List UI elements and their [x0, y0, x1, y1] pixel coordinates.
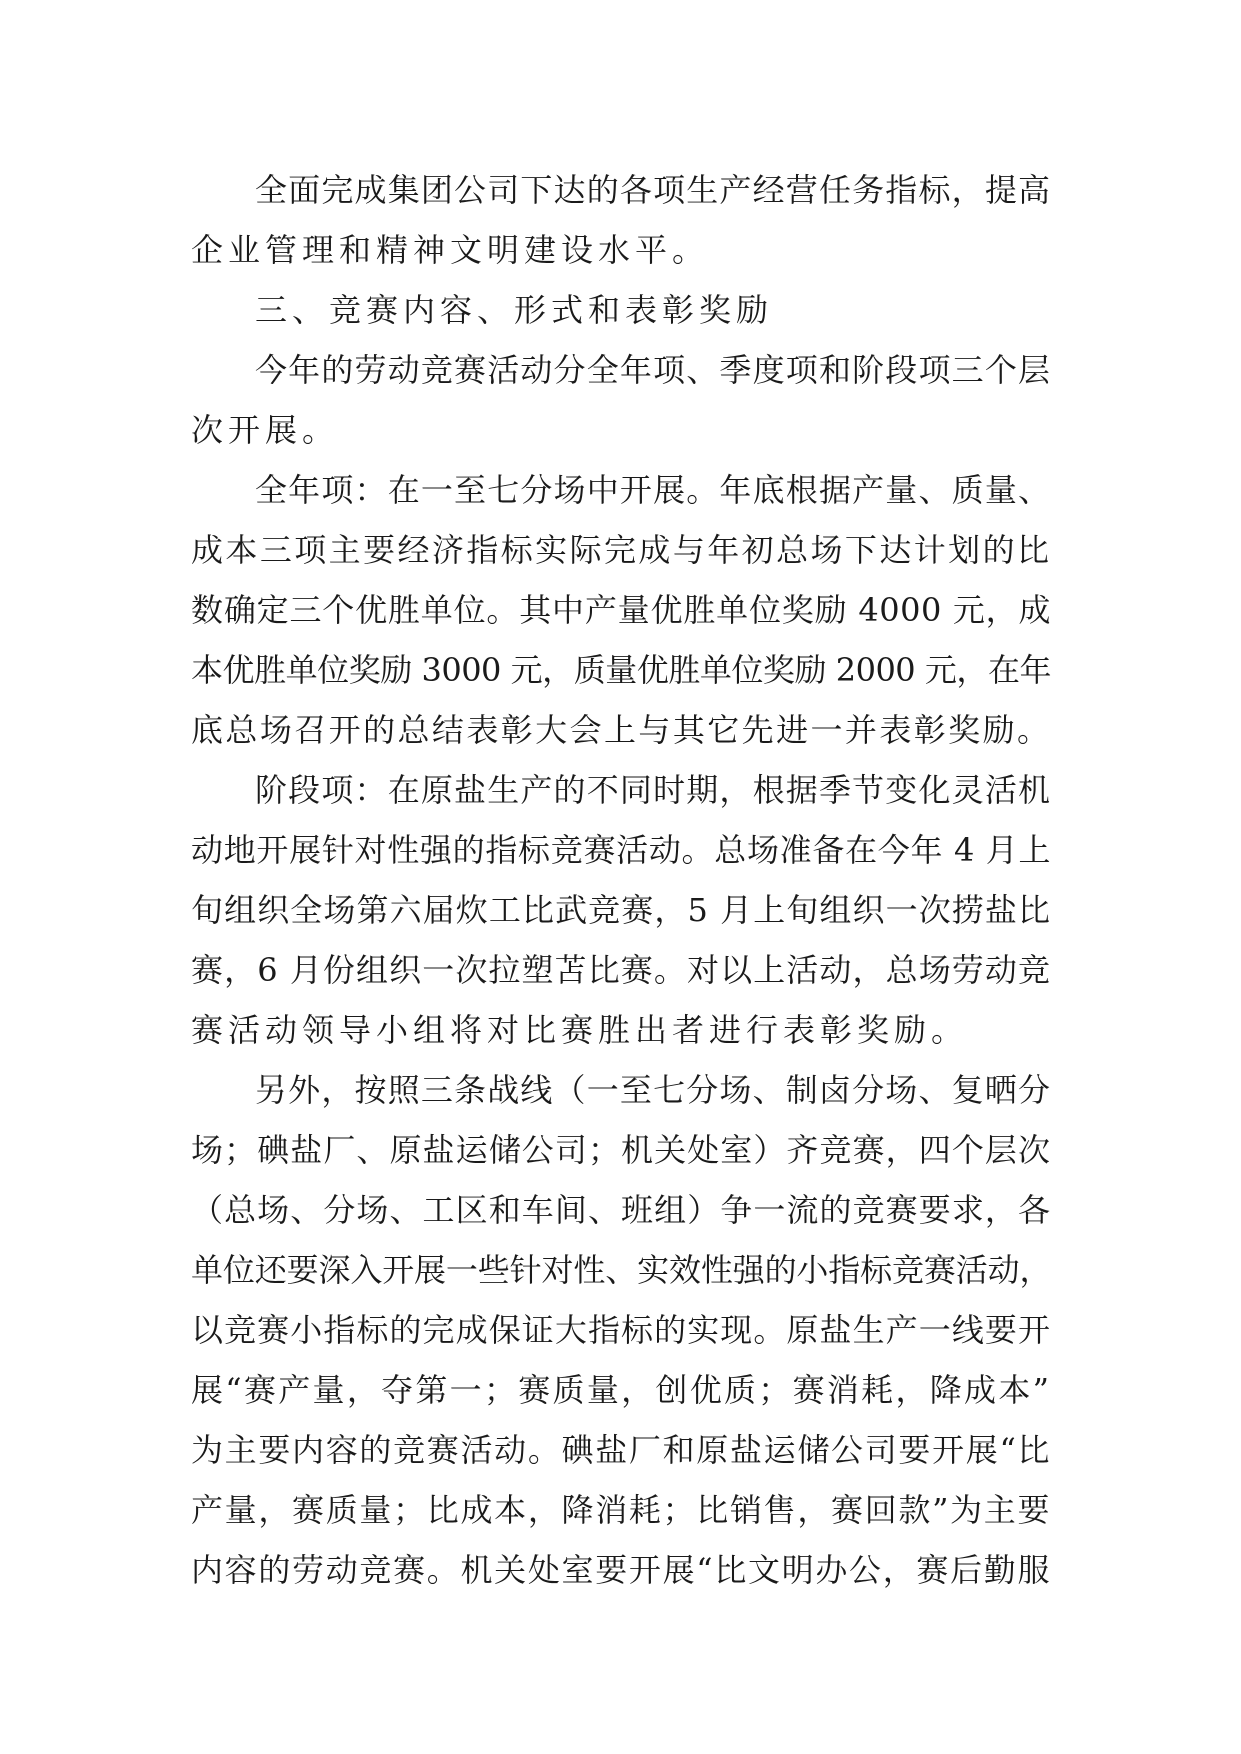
text-line: 阶段项：在原盐生产的不同时期，根据季节变化灵活机	[255, 771, 1051, 809]
text-line: 单位还要深入开展一些针对性、实效性强的小指标竞赛活动，	[191, 1251, 1051, 1289]
text-line: 赛活动领导小组将对比赛胜出者进行表彰奖励。	[191, 1011, 969, 1049]
text-line: 全面完成集团公司下达的各项生产经营任务指标，提高	[255, 171, 1051, 209]
text-line: 以竞赛小指标的完成保证大指标的实现。原盐生产一线要开	[191, 1311, 1051, 1349]
text-line: 场；碘盐厂、原盐运储公司；机关处室）齐竞赛，四个层次	[191, 1131, 1051, 1169]
document-body	[191, 160, 1051, 1600]
text-line: 企业管理和精神文明建设水平。	[191, 231, 710, 269]
text-line: 内容的劳动竞赛。机关处室要开展“比文明办公，赛后勤服	[191, 1551, 1051, 1589]
text-line: （总场、分场、工区和车间、班组）争一流的竞赛要求，各	[191, 1191, 1051, 1229]
text-line: 数确定三个优胜单位。其中产量优胜单位奖励 4000 元，成	[191, 591, 1051, 629]
text-line: 动地开展针对性强的指标竞赛活动。总场准备在今年 4 月上	[191, 831, 1051, 869]
text-line: 产量，赛质量；比成本，降消耗；比销售，赛回款”为主要	[191, 1491, 1051, 1529]
text-line: 次开展。	[191, 411, 340, 449]
text-line: 成本三项主要经济指标实际完成与年初总场下达计划的比	[191, 531, 1051, 569]
text-line: 全年项：在一至七分场中开展。年底根据产量、质量、	[255, 471, 1051, 509]
text-line: 今年的劳动竞赛活动分全年项、季度项和阶段项三个层	[255, 351, 1051, 389]
text-line: 展“赛产量，夺第一；赛质量，创优质；赛消耗，降成本”	[191, 1371, 1051, 1409]
text-line: 旬组织全场第六届炊工比武竞赛，5 月上旬组织一次捞盐比	[191, 891, 1051, 929]
text-line: 本优胜单位奖励 3000 元，质量优胜单位奖励 2000 元，在年	[191, 651, 1051, 689]
text-line: 三、竞赛内容、形式和表彰奖励	[255, 291, 774, 329]
text-line: 另外，按照三条战线（一至七分场、制卤分场、复晒分	[255, 1071, 1051, 1109]
text-line: 底总场召开的总结表彰大会上与其它先进一并表彰奖励。	[191, 711, 1051, 749]
text-line: 赛，6 月份组织一次拉塑苫比赛。对以上活动，总场劳动竞	[191, 951, 1051, 989]
text-line: 为主要内容的竞赛活动。碘盐厂和原盐运储公司要开展“比	[191, 1431, 1051, 1469]
